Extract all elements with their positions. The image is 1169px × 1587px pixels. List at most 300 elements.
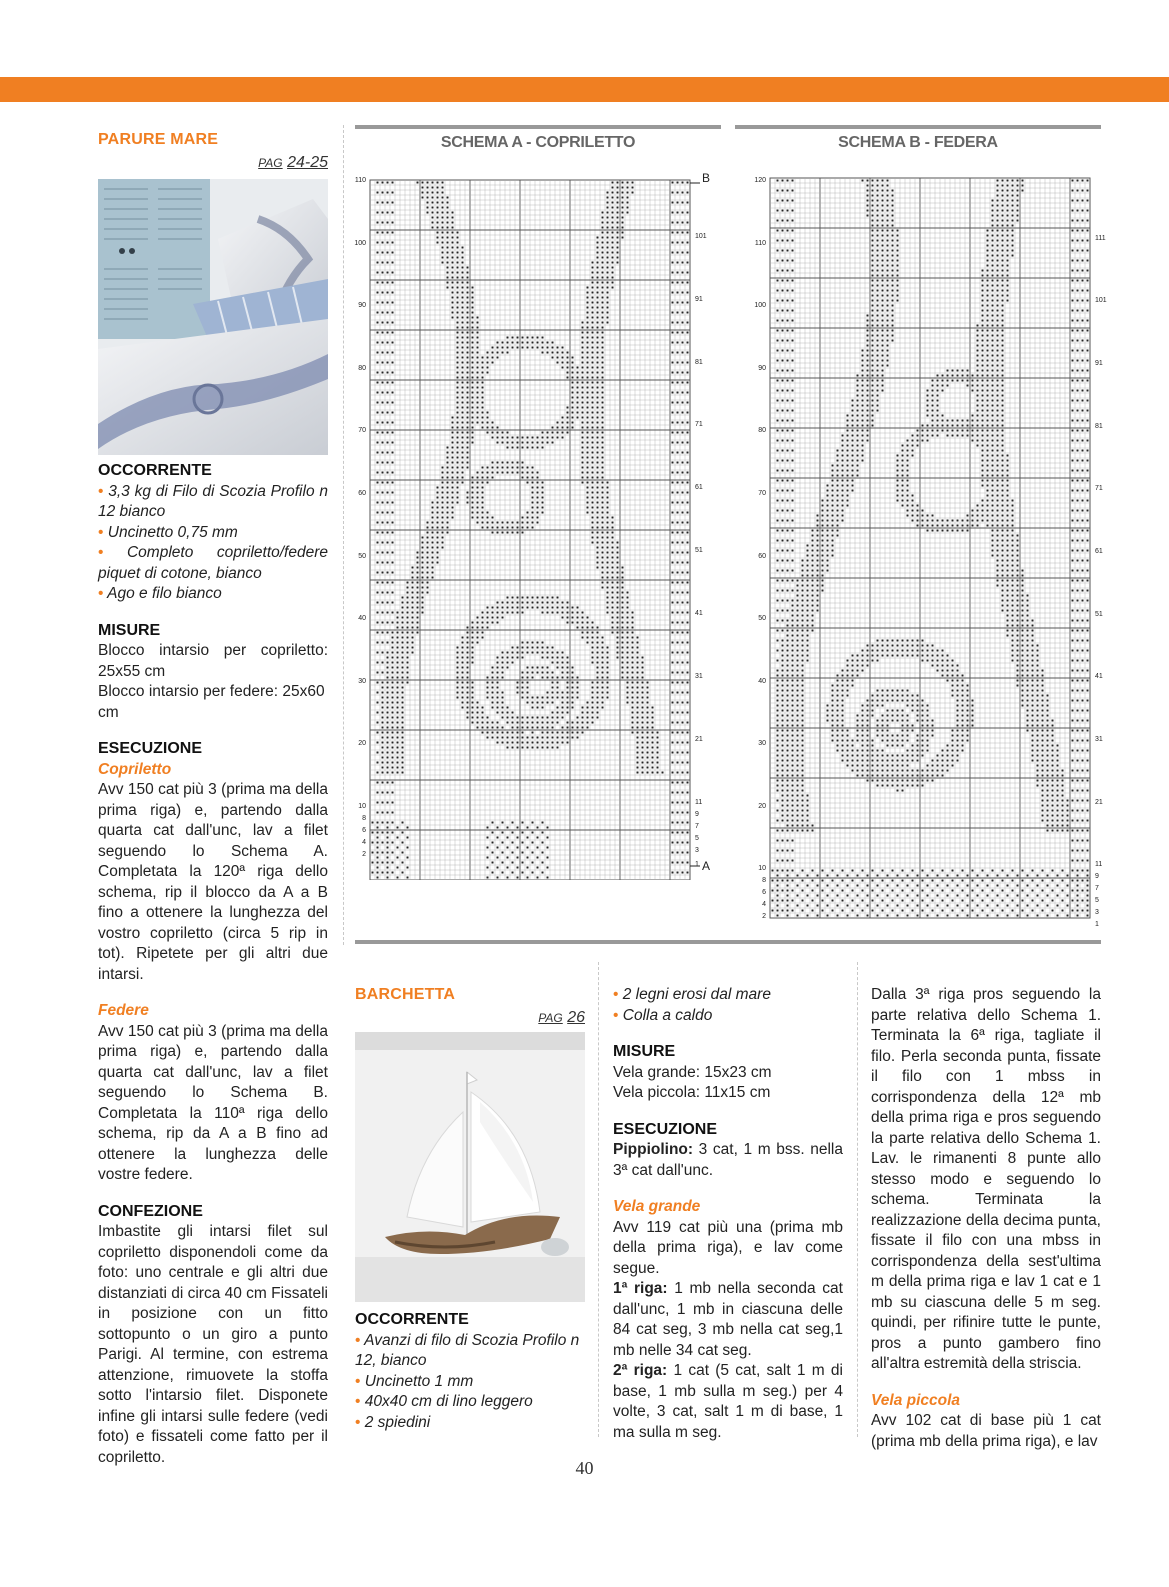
filled-mesh	[652, 737, 654, 739]
filled-mesh	[1037, 710, 1039, 712]
filled-mesh	[612, 542, 614, 544]
filled-mesh	[477, 517, 479, 519]
filled-mesh	[792, 400, 794, 402]
filled-mesh	[602, 667, 604, 669]
filled-mesh	[637, 737, 639, 739]
filled-mesh	[447, 227, 449, 229]
filled-mesh	[992, 210, 994, 212]
filled-mesh	[787, 190, 789, 192]
filled-mesh	[532, 642, 534, 644]
filled-mesh	[592, 372, 594, 374]
filled-mesh	[427, 572, 429, 574]
filled-mesh	[607, 217, 609, 219]
filled-mesh	[902, 480, 904, 482]
filled-mesh	[997, 480, 999, 482]
filled-mesh	[602, 637, 604, 639]
filled-mesh	[867, 390, 869, 392]
filled-mesh	[497, 342, 499, 344]
filled-mesh	[452, 222, 454, 224]
filled-mesh	[1012, 515, 1014, 517]
filled-mesh	[472, 432, 474, 434]
filled-mesh	[1087, 330, 1089, 332]
filled-mesh	[492, 347, 494, 349]
filled-mesh	[972, 700, 974, 702]
filled-mesh	[687, 392, 689, 394]
filled-mesh	[582, 342, 584, 344]
filled-mesh	[602, 427, 604, 429]
filled-mesh	[882, 270, 884, 272]
filled-mesh	[1002, 255, 1004, 257]
filled-mesh	[1087, 280, 1089, 282]
filled-mesh	[877, 225, 879, 227]
filled-mesh	[1012, 500, 1014, 502]
filled-mesh	[892, 220, 894, 222]
filled-mesh	[587, 717, 589, 719]
filled-mesh	[572, 412, 574, 414]
filled-mesh	[962, 705, 964, 707]
filled-mesh	[857, 400, 859, 402]
filled-mesh	[992, 365, 994, 367]
filled-mesh	[652, 747, 654, 749]
filled-mesh	[882, 370, 884, 372]
filled-mesh	[482, 377, 484, 379]
filled-mesh	[517, 647, 519, 649]
filled-mesh	[872, 225, 874, 227]
filled-mesh	[987, 315, 989, 317]
filled-mesh	[522, 732, 524, 734]
filled-mesh	[402, 717, 404, 719]
filled-mesh	[517, 532, 519, 534]
filled-mesh	[1077, 590, 1079, 592]
filled-mesh	[572, 397, 574, 399]
filled-mesh	[537, 667, 539, 669]
filled-mesh	[1077, 240, 1079, 242]
filled-mesh	[437, 557, 439, 559]
filled-mesh	[1017, 640, 1019, 642]
filled-mesh	[777, 180, 779, 182]
filled-mesh	[897, 495, 899, 497]
filled-mesh	[462, 407, 464, 409]
filled-mesh	[477, 477, 479, 479]
filled-mesh	[847, 425, 849, 427]
filled-mesh	[582, 472, 584, 474]
filled-mesh	[612, 262, 614, 264]
filled-mesh	[982, 445, 984, 447]
filled-mesh	[622, 572, 624, 574]
filled-mesh	[502, 717, 504, 719]
filled-mesh	[587, 617, 589, 619]
filled-mesh	[917, 515, 919, 517]
filled-mesh	[517, 347, 519, 349]
filled-mesh	[522, 462, 524, 464]
filled-mesh	[472, 312, 474, 314]
filled-mesh	[682, 442, 684, 444]
filled-mesh	[592, 457, 594, 459]
filled-mesh	[572, 607, 574, 609]
filled-mesh	[997, 210, 999, 212]
filled-mesh	[982, 400, 984, 402]
filled-mesh	[542, 707, 544, 709]
filled-mesh	[1087, 290, 1089, 292]
filled-mesh	[872, 200, 874, 202]
filled-mesh	[602, 677, 604, 679]
filled-mesh	[562, 702, 564, 704]
filled-mesh	[937, 390, 939, 392]
filled-mesh	[1002, 300, 1004, 302]
filled-mesh	[497, 527, 499, 529]
filled-mesh	[577, 677, 579, 679]
filled-mesh	[882, 345, 884, 347]
filled-mesh	[607, 302, 609, 304]
filled-mesh	[437, 217, 439, 219]
filled-mesh	[462, 357, 464, 359]
filled-mesh	[477, 472, 479, 474]
filled-mesh	[547, 727, 549, 729]
filled-mesh	[842, 700, 844, 702]
filled-mesh	[857, 725, 859, 727]
filled-mesh	[1007, 220, 1009, 222]
filled-mesh	[857, 460, 859, 462]
filled-mesh	[382, 452, 384, 454]
filled-mesh	[1017, 620, 1019, 622]
filled-mesh	[587, 307, 589, 309]
filled-mesh	[512, 532, 514, 534]
filled-mesh	[387, 802, 389, 804]
filled-mesh	[967, 690, 969, 692]
filled-mesh	[952, 425, 954, 427]
filled-mesh	[402, 722, 404, 724]
filled-mesh	[532, 737, 534, 739]
filled-mesh	[447, 482, 449, 484]
filled-mesh	[867, 180, 869, 182]
filled-mesh	[572, 617, 574, 619]
filled-mesh	[607, 597, 609, 599]
filled-mesh	[687, 782, 689, 784]
filled-mesh	[1082, 420, 1084, 422]
filled-mesh	[602, 532, 604, 534]
filled-mesh	[497, 467, 499, 469]
filled-mesh	[887, 270, 889, 272]
filled-mesh	[672, 552, 674, 554]
filled-mesh	[777, 620, 779, 622]
filled-mesh	[787, 370, 789, 372]
filled-mesh	[397, 642, 399, 644]
filled-mesh	[997, 460, 999, 462]
filled-mesh	[682, 342, 684, 344]
filled-mesh	[677, 362, 679, 364]
filled-mesh	[517, 687, 519, 689]
filled-mesh	[922, 725, 924, 727]
filled-mesh	[617, 657, 619, 659]
filled-mesh	[622, 607, 624, 609]
filled-mesh	[542, 862, 544, 864]
filled-mesh	[952, 530, 954, 532]
filled-mesh	[487, 367, 489, 369]
filled-mesh	[567, 622, 569, 624]
filled-mesh	[587, 437, 589, 439]
filled-mesh	[612, 632, 614, 634]
filled-mesh	[1072, 670, 1074, 672]
filled-mesh	[672, 312, 674, 314]
filled-mesh	[522, 347, 524, 349]
filled-mesh	[452, 282, 454, 284]
filled-mesh	[887, 285, 889, 287]
schema-a-rule	[355, 125, 721, 129]
filled-mesh	[777, 715, 779, 717]
filled-mesh	[682, 192, 684, 194]
filled-mesh	[487, 472, 489, 474]
filled-mesh	[507, 867, 509, 869]
filled-mesh	[642, 747, 644, 749]
filled-mesh	[1027, 650, 1029, 652]
filled-mesh	[807, 555, 809, 557]
filled-mesh	[427, 582, 429, 584]
filled-mesh	[607, 537, 609, 539]
filled-mesh	[392, 302, 394, 304]
filled-mesh	[577, 392, 579, 394]
filled-mesh	[997, 475, 999, 477]
filled-mesh	[557, 682, 559, 684]
filled-mesh	[482, 372, 484, 374]
filled-mesh	[1002, 240, 1004, 242]
filled-mesh	[602, 547, 604, 549]
filled-mesh	[777, 680, 779, 682]
filled-mesh	[997, 570, 999, 572]
filled-mesh	[982, 315, 984, 317]
filled-mesh	[612, 217, 614, 219]
filled-mesh	[527, 482, 529, 484]
filled-mesh	[547, 352, 549, 354]
filled-mesh	[437, 207, 439, 209]
filled-mesh	[782, 300, 784, 302]
filled-mesh	[567, 367, 569, 369]
filled-mesh	[597, 442, 599, 444]
filled-mesh	[492, 362, 494, 364]
filled-mesh	[517, 447, 519, 449]
filled-mesh	[867, 665, 869, 667]
filled-mesh	[867, 210, 869, 212]
row-number-label: 50	[358, 553, 366, 560]
filled-mesh	[392, 532, 394, 534]
filled-mesh	[517, 722, 519, 724]
filled-mesh	[872, 660, 874, 662]
filled-mesh	[1012, 240, 1014, 242]
filled-mesh	[597, 537, 599, 539]
filled-mesh	[432, 192, 434, 194]
filled-mesh	[987, 525, 989, 527]
filled-mesh	[387, 852, 389, 854]
filled-mesh	[877, 190, 879, 192]
filled-mesh	[507, 732, 509, 734]
filled-mesh	[1077, 630, 1079, 632]
filled-mesh	[932, 720, 934, 722]
filled-mesh	[452, 497, 454, 499]
filled-mesh	[792, 605, 794, 607]
filled-mesh	[1082, 300, 1084, 302]
filled-mesh	[917, 735, 919, 737]
filled-mesh	[1082, 430, 1084, 432]
filled-mesh	[447, 477, 449, 479]
filled-mesh	[997, 290, 999, 292]
filled-mesh	[612, 552, 614, 554]
filled-mesh	[462, 437, 464, 439]
filled-mesh	[892, 305, 894, 307]
filled-mesh	[602, 577, 604, 579]
filled-mesh	[387, 282, 389, 284]
filled-mesh	[517, 717, 519, 719]
filled-mesh	[977, 370, 979, 372]
filled-mesh	[942, 660, 944, 662]
filled-mesh	[887, 715, 889, 717]
filled-mesh	[597, 367, 599, 369]
filled-mesh	[787, 625, 789, 627]
filled-mesh	[607, 592, 609, 594]
filled-mesh	[462, 467, 464, 469]
filled-mesh	[677, 862, 679, 864]
filled-mesh	[972, 705, 974, 707]
filled-mesh	[827, 540, 829, 542]
filled-mesh	[542, 737, 544, 739]
filled-mesh	[792, 510, 794, 512]
filled-mesh	[812, 580, 814, 582]
filled-mesh	[872, 205, 874, 207]
filled-mesh	[462, 382, 464, 384]
filled-mesh	[1017, 650, 1019, 652]
filled-mesh	[437, 502, 439, 504]
filled-mesh	[887, 700, 889, 702]
filled-mesh	[907, 715, 909, 717]
filled-mesh	[552, 737, 554, 739]
filled-mesh	[482, 407, 484, 409]
filled-mesh	[952, 430, 954, 432]
filled-mesh	[497, 522, 499, 524]
filled-mesh	[607, 197, 609, 199]
filled-mesh	[592, 317, 594, 319]
filled-mesh	[392, 677, 394, 679]
filled-mesh	[1002, 480, 1004, 482]
filled-mesh	[1087, 500, 1089, 502]
filled-mesh	[402, 862, 404, 864]
filled-mesh	[1082, 530, 1084, 532]
filled-mesh	[887, 195, 889, 197]
filled-mesh	[402, 772, 404, 774]
filled-mesh	[777, 350, 779, 352]
filled-mesh	[937, 665, 939, 667]
filled-mesh	[922, 435, 924, 437]
filled-mesh	[672, 862, 674, 864]
filled-mesh	[582, 462, 584, 464]
filled-mesh	[837, 725, 839, 727]
filled-mesh	[607, 252, 609, 254]
filled-mesh	[387, 572, 389, 574]
filled-mesh	[972, 435, 974, 437]
filled-mesh	[572, 377, 574, 379]
filled-mesh	[622, 237, 624, 239]
filled-mesh	[382, 712, 384, 714]
filled-mesh	[997, 270, 999, 272]
filled-mesh	[827, 545, 829, 547]
filled-mesh	[992, 450, 994, 452]
filled-mesh	[1002, 365, 1004, 367]
filled-mesh	[442, 242, 444, 244]
filled-mesh	[792, 180, 794, 182]
filled-mesh	[782, 200, 784, 202]
filled-mesh	[912, 710, 914, 712]
filled-mesh	[587, 512, 589, 514]
filled-mesh	[507, 527, 509, 529]
filled-mesh	[617, 192, 619, 194]
filled-mesh	[687, 362, 689, 364]
filled-mesh	[862, 405, 864, 407]
filled-mesh	[472, 622, 474, 624]
filled-mesh	[602, 457, 604, 459]
filled-mesh	[832, 535, 834, 537]
filled-mesh	[617, 612, 619, 614]
filled-mesh	[442, 472, 444, 474]
filled-mesh	[877, 295, 879, 297]
filled-mesh	[912, 640, 914, 642]
filled-mesh	[522, 672, 524, 674]
filled-mesh	[642, 737, 644, 739]
filled-mesh	[987, 245, 989, 247]
filled-mesh	[597, 687, 599, 689]
filled-mesh	[872, 195, 874, 197]
filled-mesh	[952, 675, 954, 677]
filled-mesh	[802, 605, 804, 607]
filled-mesh	[867, 380, 869, 382]
filled-mesh	[642, 702, 644, 704]
filled-mesh	[987, 395, 989, 397]
filled-mesh	[672, 672, 674, 674]
filled-mesh	[957, 690, 959, 692]
filled-mesh	[877, 655, 879, 657]
filled-mesh	[592, 497, 594, 499]
filled-mesh	[377, 462, 379, 464]
filled-mesh	[847, 665, 849, 667]
filled-mesh	[457, 652, 459, 654]
schema-b-rule	[735, 125, 1101, 129]
filled-mesh	[627, 192, 629, 194]
row-number-label: 6	[362, 827, 366, 834]
filled-mesh	[972, 720, 974, 722]
filled-mesh	[472, 362, 474, 364]
filled-mesh	[677, 272, 679, 274]
filled-mesh	[1012, 580, 1014, 582]
filled-mesh	[992, 510, 994, 512]
filled-mesh	[947, 655, 949, 657]
filled-mesh	[382, 672, 384, 674]
filled-mesh	[627, 637, 629, 639]
filled-mesh	[387, 702, 389, 704]
filled-mesh	[397, 717, 399, 719]
filled-mesh	[537, 652, 539, 654]
filled-mesh	[1027, 720, 1029, 722]
filled-mesh	[1087, 560, 1089, 562]
filled-mesh	[987, 360, 989, 362]
filled-mesh	[427, 552, 429, 554]
filled-mesh	[602, 697, 604, 699]
filled-mesh	[647, 697, 649, 699]
filled-mesh	[392, 712, 394, 714]
filled-mesh	[787, 220, 789, 222]
filled-mesh	[607, 227, 609, 229]
filled-mesh	[787, 180, 789, 182]
filled-mesh	[872, 365, 874, 367]
filled-mesh	[377, 867, 379, 869]
filled-mesh	[582, 727, 584, 729]
filled-mesh	[532, 507, 534, 509]
filled-mesh	[582, 632, 584, 634]
